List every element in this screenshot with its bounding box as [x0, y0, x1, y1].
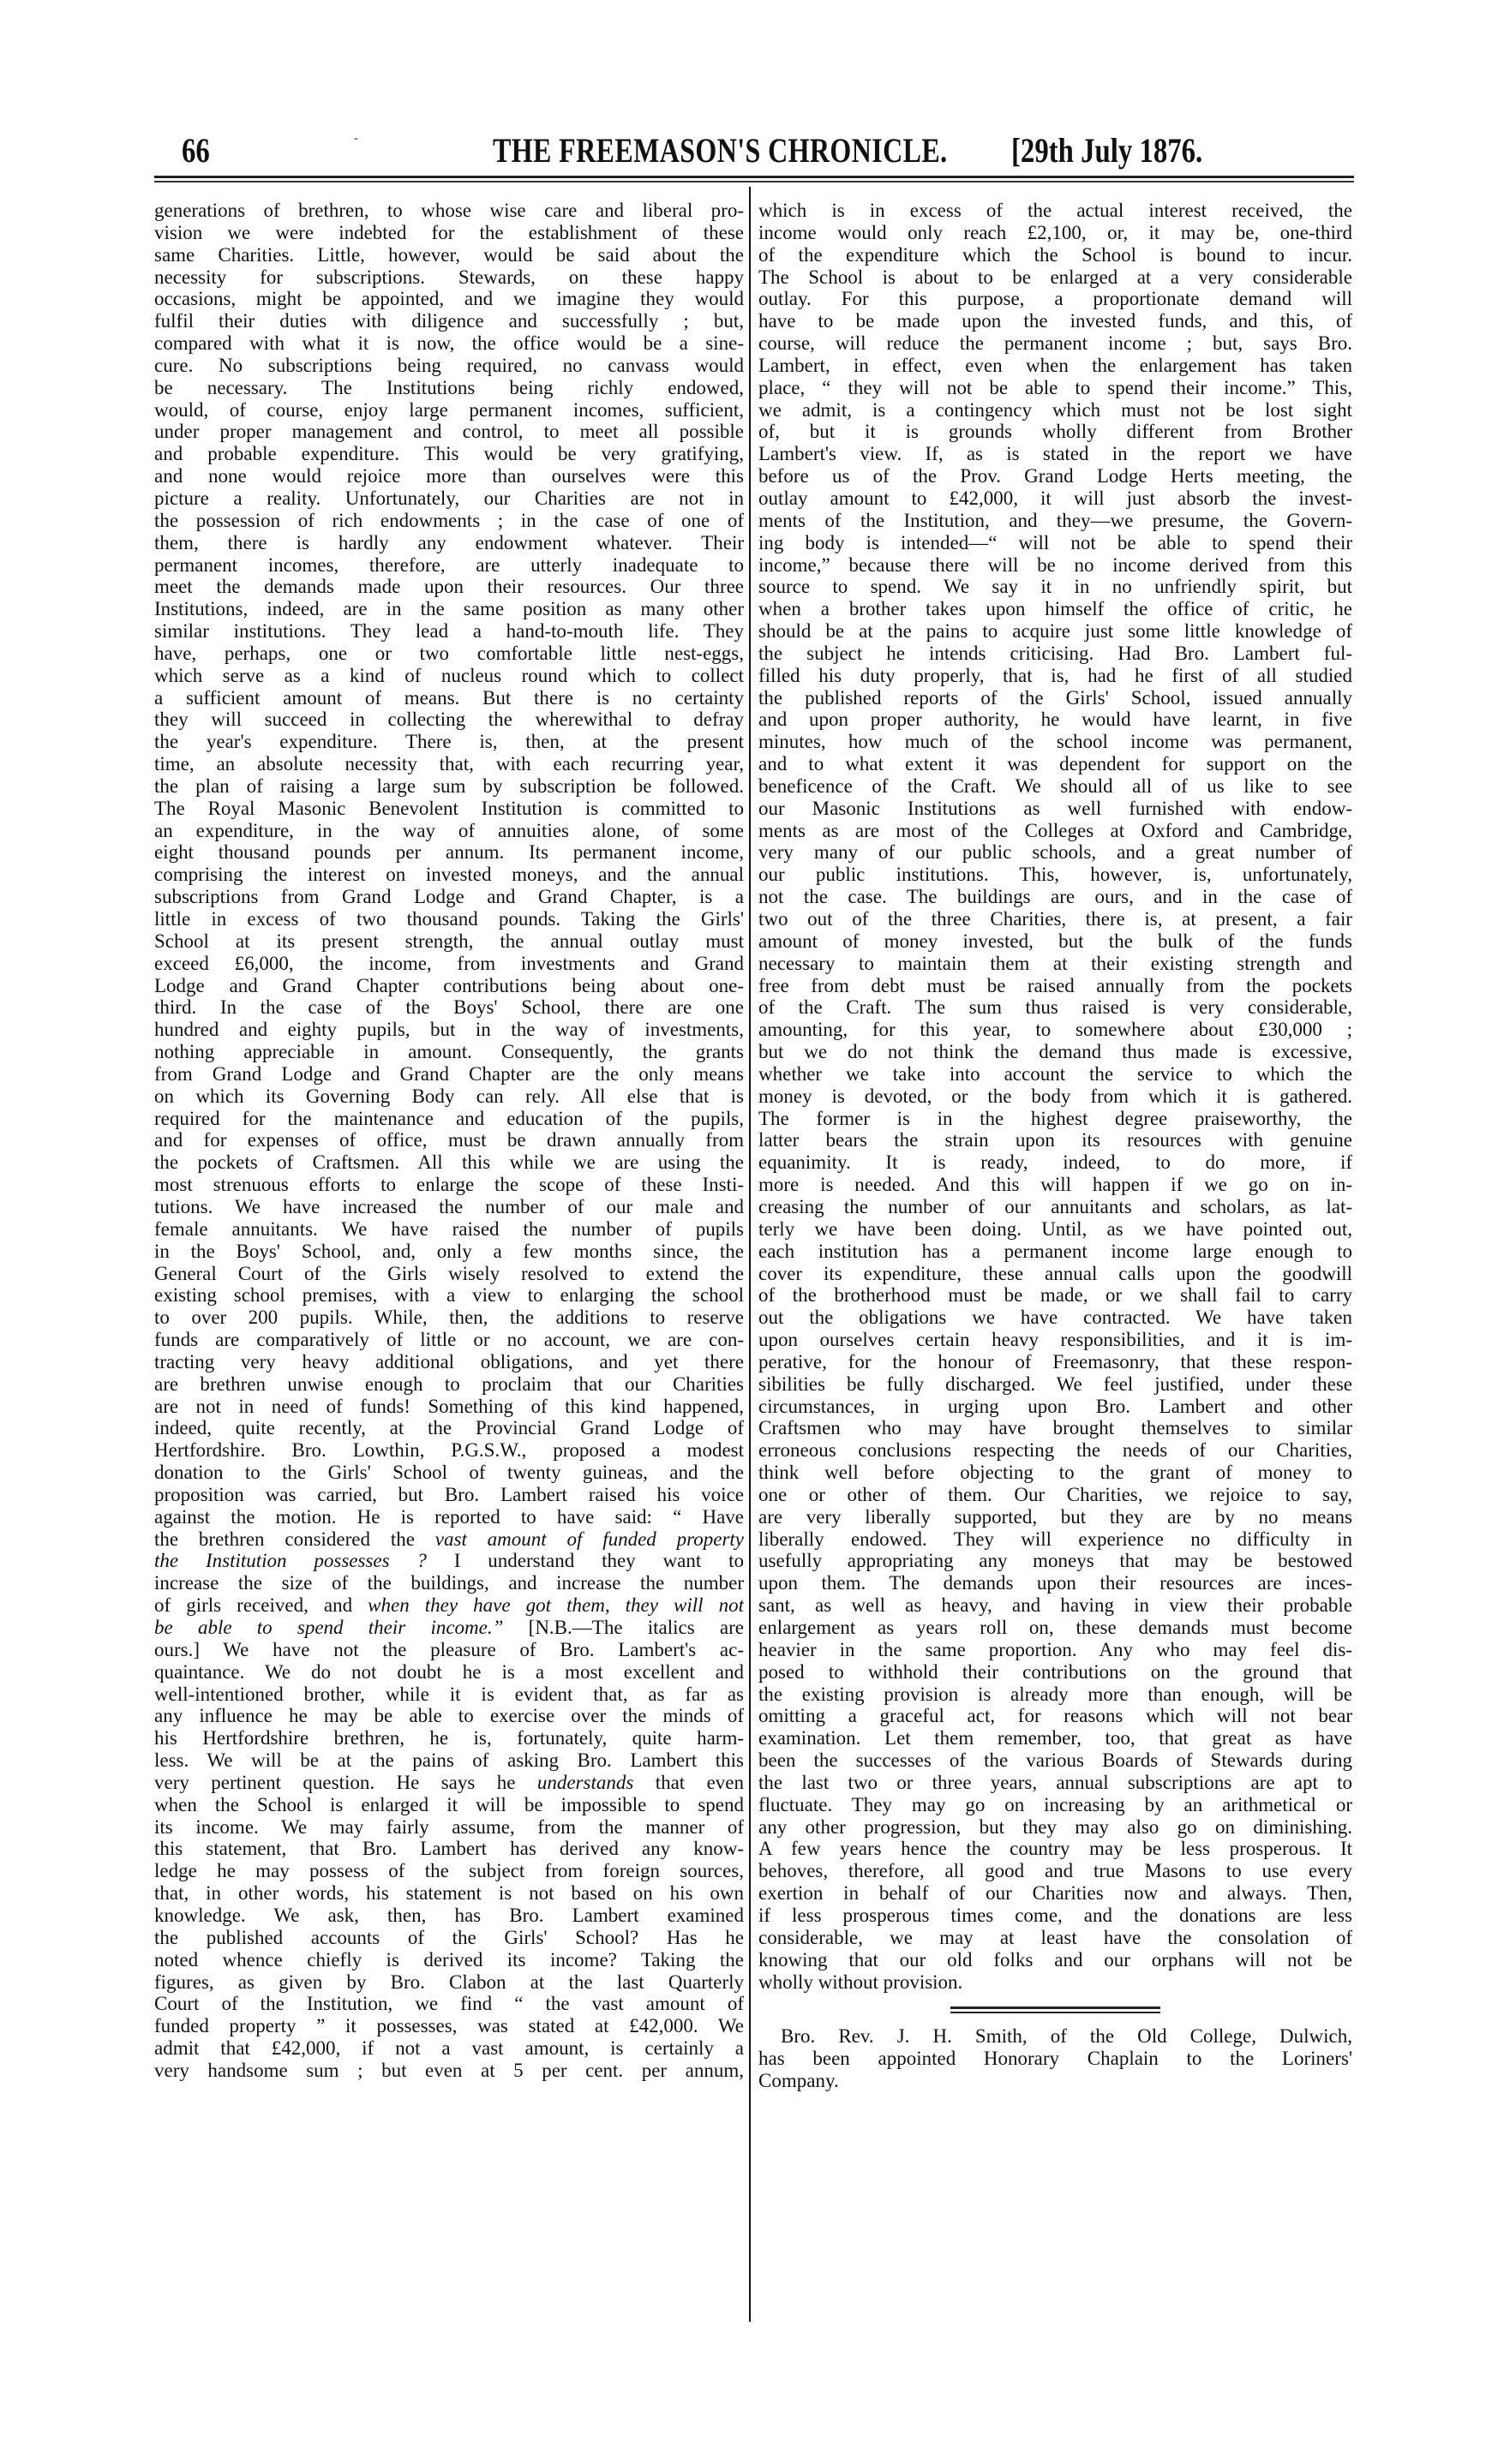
- stray-mark: -: [354, 132, 358, 145]
- text-line: amount of money invested, but the bulk of the funds: [758, 930, 1352, 952]
- text-line: female annuitants. We have raised the number of pupils: [154, 1217, 744, 1240]
- text-line: very many of our public schools, and a great number of: [758, 841, 1352, 864]
- text-line: the possession of rich endowments ; in the case of one of: [154, 509, 744, 531]
- text-line: usefully appropriating any moneys that may be bestowed: [758, 1550, 1352, 1572]
- text-line: the subject he intends criticising. Had Bro. Lambert ful-: [758, 642, 1352, 664]
- text-line: have, perhaps, one or two comfortable little nest-eggs,: [154, 642, 744, 664]
- section-separator-rule: [950, 2006, 1160, 2013]
- text-line: Hertfordshire. Bro. Lowthin, P.G.S.W., proposed a modest: [154, 1439, 744, 1462]
- text-line: vision we were indebted for the establishment of these: [154, 221, 744, 243]
- text-run: [N.B.—The italics are: [503, 1617, 744, 1638]
- text-line: The School is about to be enlarged at a very considerable: [758, 266, 1352, 288]
- text-line: under proper management and control, to meet all possible: [154, 421, 744, 443]
- text-line: a sufficient amount of means. But there is no certainty: [154, 686, 744, 709]
- text-line: in the Boys' School, and, only a few months since, the: [154, 1240, 744, 1262]
- text-line: the published reports of the Girls' School, issued annually: [758, 686, 1352, 709]
- text-line: sibilities be fully discharged. We feel justified, under these: [758, 1373, 1352, 1395]
- text-line: each institution has a permanent income large enough to: [758, 1240, 1352, 1262]
- text-line: necessity for subscriptions. Stewards, on these happy: [154, 266, 744, 288]
- text-line: our Masonic Institutions as well furnished with endow-: [758, 797, 1352, 819]
- text-line: one or other of them. Our Charities, we rejoice to say,: [758, 1483, 1352, 1505]
- text-line: the year's expenditure. There is, then, at the present: [154, 731, 744, 753]
- text-line: fluctuate. They may go on increasing by an arithmetical or: [758, 1793, 1352, 1815]
- text-line: of the expenditure which the School is bound to incur.: [758, 243, 1352, 266]
- text-line: an expenditure, in the way of annuities alone, of some: [154, 819, 744, 841]
- text-line: considerable, we may at least have the consolation of: [758, 1926, 1352, 1948]
- issue-date: [29th July 1876.: [1011, 131, 1203, 170]
- text-line: beneficence of the Craft. We should all of us like to see: [758, 774, 1352, 797]
- text-line: Lambert, in effect, even when the enlargement has taken: [758, 354, 1352, 376]
- text-line: course, will reduce the permanent income ; but, says Bro.: [758, 332, 1352, 355]
- text-line: been the successes of the various Boards of Stewards during: [758, 1749, 1352, 1772]
- text-line: heavier in the same proportion. Any who may feel dis-: [758, 1638, 1352, 1660]
- text-line: and probable expenditure. This would be very gratifying,: [154, 443, 744, 465]
- text-line: when the School is enlarged it will be impossible to spend: [154, 1793, 744, 1815]
- text-line: filled his duty properly, that is, had he first of all studied: [758, 664, 1352, 686]
- text-line: hundred and eighty pupils, but in the way of investments,: [154, 1019, 744, 1041]
- text-line: liberally endowed. They will experience no difficulty in: [758, 1528, 1352, 1550]
- text-line: little in excess of two thousand pounds. Taking the Girls': [154, 908, 744, 930]
- text-line: any influence he may be able to exercise over the minds of: [154, 1705, 744, 1727]
- text-line: ours.] We have not the pleasure of Bro. Lambert's ac-: [154, 1638, 744, 1660]
- text-line: existing school premises, with a view to enlarging the school: [154, 1284, 744, 1307]
- text-line: amounting, for this year, to somewhere about £30,000 ;: [758, 1019, 1352, 1041]
- text-line: and none would rejoice more than ourselves were this: [154, 465, 744, 487]
- text-line: exertion in behalf of our Charities now and always. Then,: [758, 1882, 1352, 1905]
- text-line: well-intentioned brother, while it is evident that, as far as: [154, 1683, 744, 1705]
- publication-title: THE FREEMASON'S CHRONICLE.: [493, 131, 948, 170]
- text-line: not the case. The buildings are ours, and in the case of: [758, 886, 1352, 908]
- text-line: ledge he may possess of the subject from foreign sources,: [154, 1860, 744, 1882]
- text-line: same Charities. Little, however, would be said about the: [154, 243, 744, 266]
- text-line: before us of the Prov. Grand Lodge Herts meeting, the: [758, 465, 1352, 487]
- text-line: have to be made upon the invested funds, and this, of: [758, 310, 1352, 332]
- italic-run: the Institution possesses ?: [154, 1550, 427, 1572]
- text-line: against the motion. He is reported to have said: “ Have: [154, 1505, 744, 1528]
- italic-run: be able to spend their income.”: [154, 1617, 504, 1638]
- text-line: the last two or three years, annual subscriptions are apt to: [758, 1771, 1352, 1793]
- text-line: funds are comparatively of little or no account, we are con-: [154, 1329, 744, 1351]
- text-line: creasing the number of our annuitants and scholars, as lat-: [758, 1195, 1352, 1217]
- text-line: ments of the Institution, and they—we presume, the Govern-: [758, 509, 1352, 531]
- text-line: more is needed. And this will happen if we go on in-: [758, 1174, 1352, 1196]
- text-line: perative, for the honour of Freemasonry, that these respon-: [758, 1350, 1352, 1373]
- text-line: ing body is intended—“ will not be able to spend their: [758, 531, 1352, 553]
- text-line: knowledge. We ask, then, has Bro. Lambert examined: [154, 1904, 744, 1926]
- text-line: upon them. The demands upon their resources are inces-: [758, 1572, 1352, 1594]
- text-line: outlay. For this purpose, a proportionate demand will: [758, 288, 1352, 310]
- text-line: proposition was carried, but Bro. Lambert raised his voice: [154, 1483, 744, 1505]
- text-line: the pockets of Craftsmen. All this while we are using the: [154, 1151, 744, 1174]
- text-line: permanent incomes, therefore, are utterly inadequate to: [154, 553, 744, 576]
- text-line: admit that £42,000, if not a vast amount, is certainly a: [154, 2037, 744, 2060]
- text-line: the existing provision is already more than enough, will be: [758, 1683, 1352, 1705]
- text-line: cover its expenditure, these annual calls upon the goodwill: [758, 1262, 1352, 1284]
- text-line: income would only reach £2,100, or, it may be, one-third: [758, 221, 1352, 243]
- text-line: out the obligations we have contracted. We have taken: [758, 1307, 1352, 1329]
- text-line: minutes, how much of the school income was permanent,: [758, 731, 1352, 753]
- text-line: are very liberally supported, but they are by no means: [758, 1505, 1352, 1528]
- text-line: the plan of raising a large sum by subscription be followed.: [154, 774, 744, 797]
- text-line: source to spend. We say it in no unfriendly spirit, but: [758, 576, 1352, 598]
- text-line: this statement, that Bro. Lambert has derived any know-: [154, 1838, 744, 1860]
- text-line: tracting very heavy additional obligations, and yet there: [154, 1350, 744, 1373]
- text-line: they will succeed in collecting the wherewithal to defray: [154, 709, 744, 731]
- italic-run: understands: [536, 1771, 634, 1793]
- text-line: exceed £6,000, the income, from investments and Grand: [154, 952, 744, 974]
- text-line: which is in excess of the actual interest received, the: [758, 200, 1352, 221]
- text-line: omitting a graceful act, for reasons which will not bear: [758, 1705, 1352, 1727]
- text-line: necessary to maintain them at their existing strength and: [758, 952, 1352, 974]
- text-line: erroneous conclusions respecting the needs of our Charities,: [758, 1439, 1352, 1462]
- text-line: increase the size of the buildings, and increase the number: [154, 1572, 744, 1594]
- text-line: would, of course, enjoy large permanent incomes, sufficient,: [154, 398, 744, 421]
- text-line: them, there is hardly any endowment whatever. Their: [154, 531, 744, 553]
- page-number: 66: [182, 131, 210, 170]
- text-line: examination. Let them remember, too, that great as have: [758, 1727, 1352, 1749]
- text-line: behoves, therefore, all good and true Masons to use every: [758, 1860, 1352, 1882]
- text-line: think well before objecting to the grant of money to: [758, 1462, 1352, 1484]
- text-line: A few years hence the country may be less prosperous. It: [758, 1838, 1352, 1860]
- text-line: Lodge and Grand Chapter contributions being about one-: [154, 974, 744, 996]
- text-line: equanimity. It is ready, indeed, to do more, if: [758, 1151, 1352, 1174]
- text-line: comprising the interest on invested moneys, and the annual: [154, 864, 744, 886]
- text-line: Craftsmen who may have brought themselves to similar: [758, 1417, 1352, 1439]
- text-line: required for the maintenance and education of the pupils,: [154, 1107, 744, 1129]
- text-line: occasions, might be appointed, and we imagine they would: [154, 288, 744, 310]
- text-line: on which its Governing Body can rely. All else that is: [154, 1085, 744, 1107]
- text-line: latter bears the strain upon its resources with genuine: [758, 1129, 1352, 1151]
- text-line: nothing appreciable in amount. Consequently, the grants: [154, 1041, 744, 1063]
- text-line: outlay amount to £42,000, it will just absorb the invest-: [758, 487, 1352, 509]
- text-line: ments as are most of the Colleges at Oxford and Cambridge,: [758, 819, 1352, 841]
- text-run: the brethren considered the: [154, 1528, 435, 1550]
- text-line: meet the demands made upon their resources. Our three: [154, 576, 744, 598]
- text-line: fulfil their duties with diligence and successfully ; but,: [154, 310, 744, 332]
- text-line: General Court of the Girls wisely resolved to extend the: [154, 1262, 744, 1284]
- column-divider: [749, 187, 751, 2322]
- text-line: similar institutions. They lead a hand-to-mouth life. They: [154, 620, 744, 643]
- text-line: which serve as a kind of nucleus round which to collect: [154, 664, 744, 686]
- text-line: knowing that our old folks and our orphans will not be: [758, 1948, 1352, 1971]
- text-run: very pertinent question. He says he: [154, 1771, 537, 1793]
- text-run: I understand they want to: [426, 1550, 744, 1572]
- text-line: very handsome sum ; but even at 5 per cent. per annum,: [154, 2059, 744, 2081]
- text-line: generations of brethren, to whose wise care and liberal pro-: [154, 200, 744, 221]
- text-line: of the Craft. The sum thus raised is very considerable,: [758, 996, 1352, 1019]
- text-line: indeed, quite recently, at the Provincial Grand Lodge of: [154, 1417, 744, 1439]
- text-line: any other progression, but they may also go on diminishing.: [758, 1815, 1352, 1838]
- header-rule: [154, 176, 1354, 178]
- text-line: we admit, is a contingency which must not be lost sight: [758, 398, 1352, 421]
- text-line: The former is in the highest degree praiseworthy, the: [758, 1107, 1352, 1129]
- text-line: eight thousand pounds per annum. Its permanent income,: [154, 841, 744, 864]
- text-run: of girls received, and: [154, 1594, 369, 1617]
- text-line: upon ourselves certain heavy responsibilities, and it is im-: [758, 1329, 1352, 1351]
- text-line: [154, 1594, 744, 1617]
- text-line: be necessary. The Institutions being richly endowed,: [154, 376, 744, 398]
- text-line: Company.: [758, 2070, 839, 2092]
- text-line: when a brother takes upon himself the office of critic, he: [758, 598, 1352, 620]
- text-line: and to what extent it was dependent for support on the: [758, 753, 1352, 775]
- text-line: donation to the Girls' School of twenty guineas, and the: [154, 1462, 744, 1484]
- text-line: circumstances, in urging upon Bro. Lambert and other: [758, 1395, 1352, 1417]
- text-line: Court of the Institution, we find “ the vast amount of: [154, 1993, 744, 2015]
- text-line: that, in other words, his statement is not based on his own: [154, 1882, 744, 1905]
- text-line: our public institutions. This, however, is, unfortunately,: [758, 864, 1352, 886]
- text-line: enlargement as years roll on, these demands must become: [758, 1617, 1352, 1638]
- text-line: tutions. We have increased the number of our male and: [154, 1195, 744, 1217]
- text-line: funded property ” it possesses, was stated at £42,000. We: [154, 2015, 744, 2037]
- text-line: terly we have been doing. Until, as we have pointed out,: [758, 1217, 1352, 1240]
- text-line: The Royal Masonic Benevolent Institution is committed to: [154, 797, 744, 819]
- text-line: should be at the pains to acquire just some little knowledge of: [758, 620, 1352, 643]
- text-line: sant, as well as heavy, and having in view their probable: [758, 1594, 1352, 1617]
- text-line: wholly without provision.: [758, 1971, 963, 1993]
- text-line: Lambert's view. If, as is stated in the report we have: [758, 443, 1352, 465]
- text-line: picture a reality. Unfortunately, our Charities are not in: [154, 487, 744, 509]
- text-line: [154, 1550, 744, 1572]
- text-line: has been appointed Honorary Chaplain to the Loriners': [758, 2048, 1352, 2070]
- text-line: and upon proper authority, he would have learnt, in five: [758, 709, 1352, 731]
- left-column: [154, 200, 744, 2082]
- text-line: [154, 1772, 744, 1794]
- text-line: his Hertfordshire brethren, he is, fortunately, quite harm-: [154, 1727, 744, 1749]
- header-rule-secondary: [154, 181, 1354, 182]
- text-line: are not in need of funds! Something of this kind happened,: [154, 1395, 744, 1417]
- text-line: cure. No subscriptions being required, no canvass would: [154, 354, 744, 376]
- text-line: and for expenses of office, must be drawn annually from: [154, 1129, 744, 1151]
- text-line: if less prosperous times come, and the donations are less: [758, 1904, 1352, 1926]
- text-line: money is devoted, or the body from which it is gathered.: [758, 1085, 1352, 1107]
- text-line: figures, as given by Bro. Clabon at the last Quarterly: [154, 1971, 744, 1993]
- text-line: noted whence chiefly is derived its income? Taking the: [154, 1948, 744, 1971]
- text-line: less. We will be at the pains of asking Bro. Lambert this: [154, 1749, 744, 1772]
- text-line: compared with what it is now, the office would be a sine-: [154, 332, 744, 355]
- text-line: time, an absolute necessity that, with each recurring year,: [154, 753, 744, 775]
- text-line: place, “ they will not be able to spend their income.” This,: [758, 376, 1352, 398]
- text-line: are brethren unwise enough to proclaim that our Charities: [154, 1373, 744, 1395]
- text-line: free from debt must be raised annually from the pockets: [758, 974, 1352, 996]
- text-line: income,” because there will be no income derived from this: [758, 553, 1352, 576]
- text-run: that even: [633, 1771, 744, 1793]
- text-line: [154, 1528, 744, 1551]
- text-line: School at its present strength, the annual outlay must: [154, 930, 744, 952]
- text-line: third. In the case of the Boys' School, there are one: [154, 996, 744, 1019]
- italic-run: vast amount of funded property: [434, 1528, 744, 1550]
- text-line: the published accounts of the Girls' School? Has he: [154, 1926, 744, 1948]
- text-line: [154, 1617, 744, 1639]
- masthead: [154, 130, 1354, 178]
- text-line: posed to withhold their contributions on the ground that: [758, 1660, 1352, 1683]
- text-line: Institutions, indeed, are in the same position as many other: [154, 598, 744, 620]
- text-line: subscriptions from Grand Lodge and Grand Chapter, is a: [154, 886, 744, 908]
- text-line: but we do not think the demand thus made is excessive,: [758, 1041, 1352, 1063]
- text-line: two out of the three Charities, there is, at present, a fair: [758, 908, 1352, 930]
- text-line: of the brotherhood must be made, or we shall fail to carry: [758, 1284, 1352, 1307]
- text-line: of, but it is grounds wholly different from Brother: [758, 421, 1352, 443]
- text-line: its income. We may fairly assume, from the manner of: [154, 1815, 744, 1838]
- text-line: to over 200 pupils. While, then, the additions to reserve: [154, 1307, 744, 1329]
- right-column: [758, 200, 1352, 2092]
- appointment-notice: [758, 2025, 1352, 2092]
- text-line: whether we take into account the service to which the: [758, 1062, 1352, 1085]
- text-line: from Grand Lodge and Grand Chapter are the only means: [154, 1062, 744, 1085]
- text-line: quaintance. We do not doubt he is a most excellent and: [154, 1660, 744, 1683]
- text-line: most strenuous efforts to enlarge the scope of these Insti-: [154, 1174, 744, 1196]
- text-line: Bro. Rev. J. H. Smith, of the Old College, Dulwich,: [781, 2025, 1352, 2048]
- italic-run: when they have got them, they will not: [368, 1594, 744, 1617]
